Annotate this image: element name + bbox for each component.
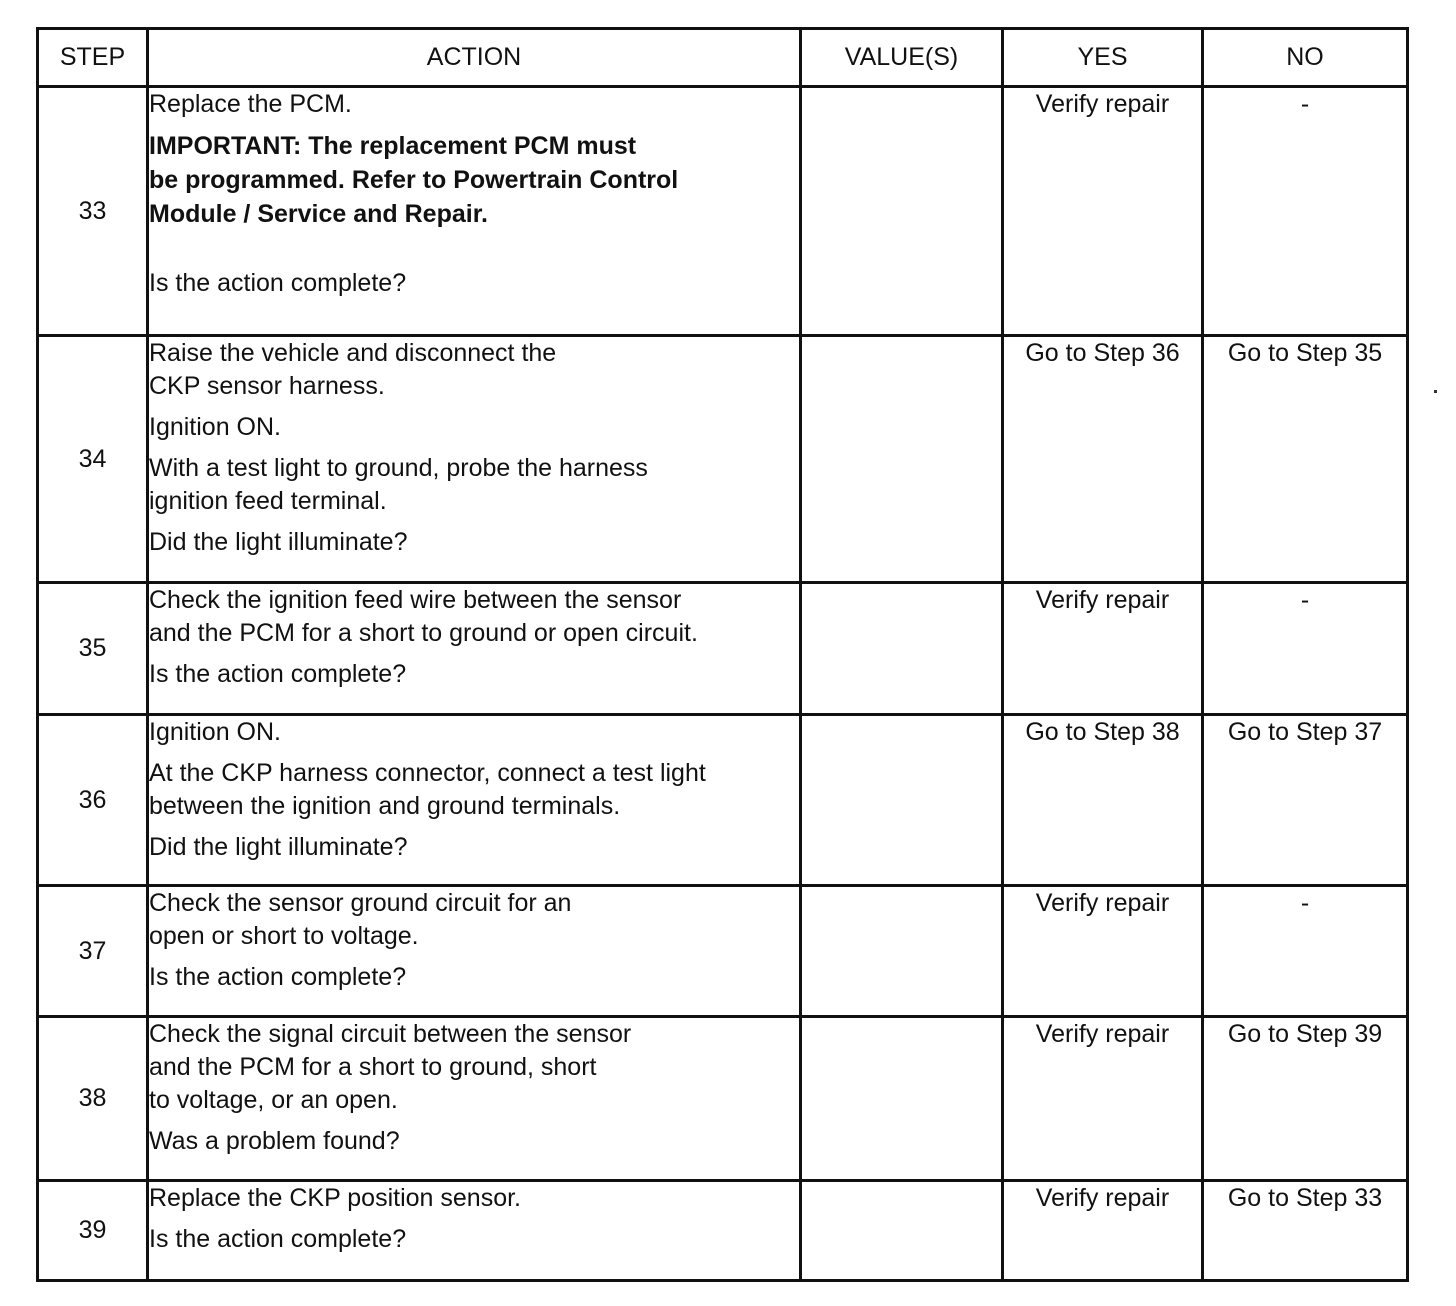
action-line: Check the sensor ground circuit for an bbox=[149, 889, 572, 917]
diagnostic-table bbox=[36, 27, 1409, 1282]
action-line: be programmed. Refer to Powertrain Control bbox=[149, 166, 679, 194]
action-line-group bbox=[149, 1018, 799, 1117]
action-line-group bbox=[149, 337, 799, 403]
no-cell: - bbox=[1203, 583, 1408, 715]
action-line: and the PCM for a short to ground, short bbox=[149, 1053, 597, 1081]
action-cell bbox=[148, 886, 801, 1017]
table-row bbox=[38, 715, 1408, 886]
step-number: 37 bbox=[38, 886, 148, 1017]
action-line: to voltage, or an open. bbox=[149, 1086, 398, 1114]
header-step: STEP bbox=[38, 29, 148, 87]
header-row bbox=[38, 29, 1408, 87]
yes-cell: Verify repair bbox=[1003, 583, 1203, 715]
action-cell bbox=[148, 1017, 801, 1181]
yes-cell: Verify repair bbox=[1003, 87, 1203, 336]
table-row bbox=[38, 336, 1408, 583]
action-question: Was a problem found? bbox=[149, 1127, 400, 1155]
action-cell bbox=[148, 583, 801, 715]
action-line: Raise the vehicle and disconnect the bbox=[149, 339, 557, 367]
step-number: 34 bbox=[38, 336, 148, 583]
action-question: Is the action complete? bbox=[149, 1225, 407, 1253]
action-line: Replace the CKP position sensor. bbox=[149, 1184, 521, 1212]
action-line: Check the signal circuit between the sensor bbox=[149, 1020, 632, 1048]
value-cell bbox=[801, 336, 1003, 583]
no-cell: - bbox=[1203, 87, 1408, 336]
action-question: Is the action complete? bbox=[149, 269, 407, 297]
header-no: NO bbox=[1203, 29, 1408, 87]
action-line: Replace the PCM. bbox=[149, 90, 352, 118]
table-row bbox=[38, 583, 1408, 715]
action-line: Module / Service and Repair. bbox=[149, 200, 489, 228]
value-cell bbox=[801, 1017, 1003, 1181]
action-line: and the PCM for a short to ground or open circuit. bbox=[149, 619, 698, 647]
step-number: 35 bbox=[38, 583, 148, 715]
action-line: IMPORTANT: The replacement PCM must bbox=[149, 132, 637, 160]
action-line-group bbox=[149, 757, 799, 823]
table-row bbox=[38, 87, 1408, 336]
action-line: open or short to voltage. bbox=[149, 922, 419, 950]
action-cell bbox=[148, 336, 801, 583]
action-line: CKP sensor harness. bbox=[149, 372, 385, 400]
action-line: Ignition ON. bbox=[149, 718, 282, 746]
action-line: between the ignition and ground terminals. bbox=[149, 792, 621, 820]
action-line-group bbox=[149, 887, 799, 953]
action-question: Is the action complete? bbox=[149, 963, 407, 991]
step-number: 33 bbox=[38, 87, 148, 336]
action-line: Ignition ON. bbox=[149, 413, 282, 441]
action-line-group bbox=[149, 584, 799, 650]
action-line: With a test light to ground, probe the harness bbox=[149, 454, 648, 482]
yes-cell: Verify repair bbox=[1003, 886, 1203, 1017]
yes-cell: Verify repair bbox=[1003, 1017, 1203, 1181]
action-line: At the CKP harness connector, connect a test light bbox=[149, 759, 706, 787]
value-cell bbox=[801, 583, 1003, 715]
table-row bbox=[38, 886, 1408, 1017]
action-question: Did the light illuminate? bbox=[149, 833, 408, 861]
action-cell bbox=[148, 1181, 801, 1281]
no-cell: - bbox=[1203, 886, 1408, 1017]
yes-cell: Go to Step 38 bbox=[1003, 715, 1203, 886]
action-cell bbox=[148, 715, 801, 886]
value-cell bbox=[801, 886, 1003, 1017]
yes-cell: Verify repair bbox=[1003, 1181, 1203, 1281]
action-line-group bbox=[149, 452, 799, 518]
action-cell bbox=[148, 87, 801, 336]
action-line: Check the ignition feed wire between the sensor bbox=[149, 586, 682, 614]
no-cell: Go to Step 37 bbox=[1203, 715, 1408, 886]
scan-artifact-dot bbox=[1434, 390, 1437, 393]
no-cell: Go to Step 39 bbox=[1203, 1017, 1408, 1181]
important-note bbox=[149, 129, 799, 231]
table-row bbox=[38, 1181, 1408, 1281]
step-number: 38 bbox=[38, 1017, 148, 1181]
header-yes: YES bbox=[1003, 29, 1203, 87]
value-cell bbox=[801, 1181, 1003, 1281]
action-question: Is the action complete? bbox=[149, 660, 407, 688]
step-number: 39 bbox=[38, 1181, 148, 1281]
value-cell bbox=[801, 715, 1003, 886]
action-question: Did the light illuminate? bbox=[149, 528, 408, 556]
no-cell: Go to Step 33 bbox=[1203, 1181, 1408, 1281]
yes-cell: Go to Step 36 bbox=[1003, 336, 1203, 583]
step-number: 36 bbox=[38, 715, 148, 886]
value-cell bbox=[801, 87, 1003, 336]
header-action: ACTION bbox=[148, 29, 801, 87]
action-line: ignition feed terminal. bbox=[149, 487, 387, 515]
header-values: VALUE(S) bbox=[801, 29, 1003, 87]
table-row bbox=[38, 1017, 1408, 1181]
no-cell: Go to Step 35 bbox=[1203, 336, 1408, 583]
